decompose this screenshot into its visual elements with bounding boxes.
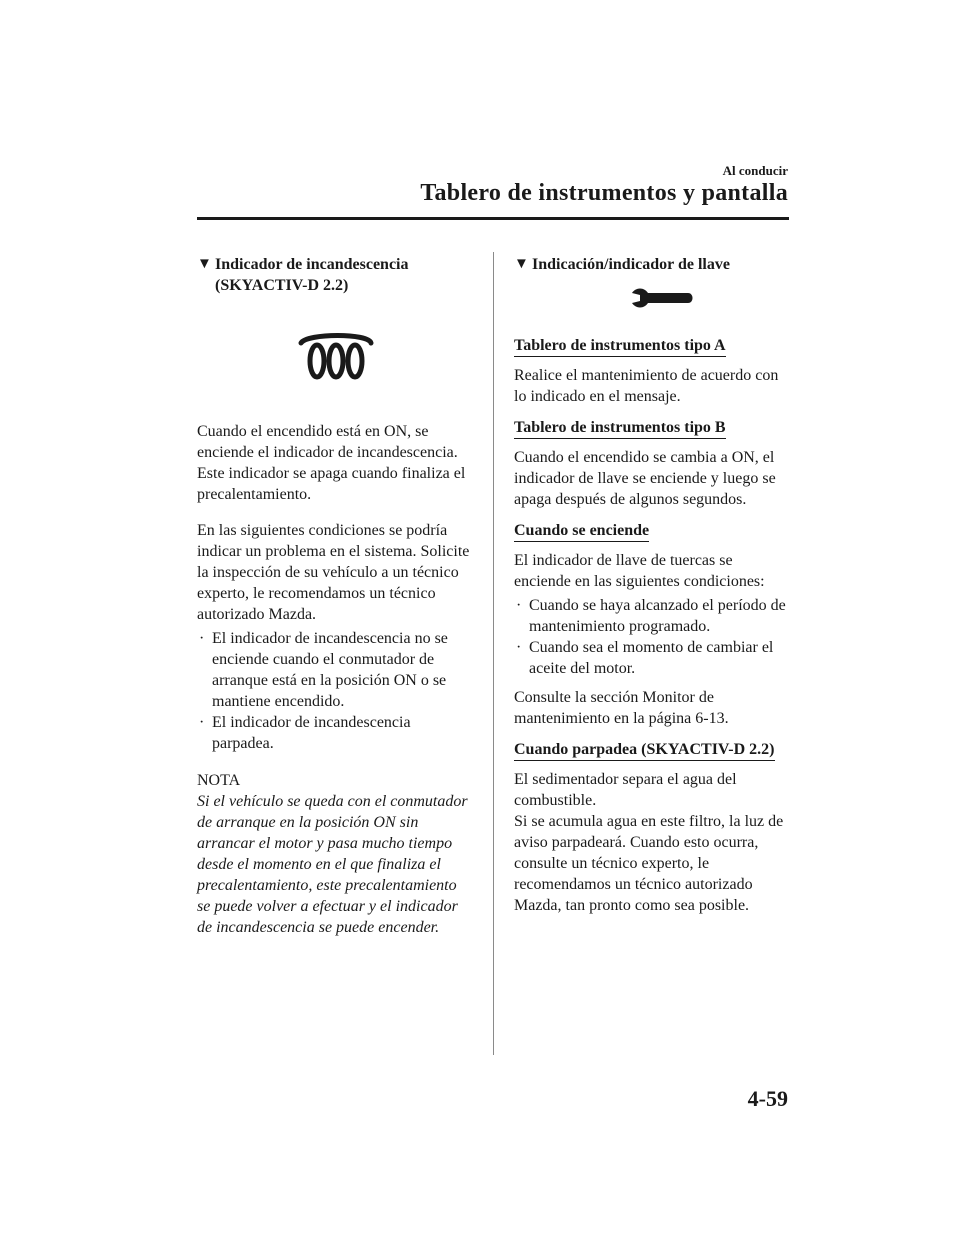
heading-line: (SKYACTIV-D 2.2) [215, 277, 349, 294]
paragraph: Cuando el encendido se cambia a ON, el indicador de llave se enciende y luego se apaga después de algunos segundos. [514, 449, 776, 508]
paragraph: Realice el mantenimiento de acuerdo con lo indicado en el mensaje. [514, 367, 779, 405]
page-number: 4-59 [747, 1086, 788, 1111]
chapter-label: Al conducir [722, 163, 788, 178]
bullet-icon: · [516, 597, 522, 614]
subheading: Cuando se enciende [514, 521, 649, 542]
list-item: · El indicador de incandescencia parpadea. [199, 714, 411, 752]
paragraph: El sedimentador separa el agua del combustible. [514, 771, 737, 809]
bullet-icon: · [199, 630, 205, 647]
paragraph: Consulte la sección Monitor de mantenimiento en la página 6-13. [514, 689, 729, 727]
bullet-icon: · [199, 714, 205, 731]
right-column [514, 254, 789, 916]
column-divider [493, 252, 494, 1055]
heading-line: Indicador de incandescencia [215, 256, 409, 273]
note-text: Si el vehículo se queda con el conmutador de arranque en la posición ON sin arrancar el motor y pasa mucho tiempo desde el momento en el que finaliza el precalentamiento, este precalentamiento se puede volver a efectuar y el indicador de incandescencia se puede encender. [197, 793, 468, 936]
subheading: Tablero de instrumentos tipo B [514, 418, 726, 439]
triangle-down-icon: ▼ [197, 256, 212, 272]
bullet-icon: · [516, 639, 522, 656]
wrench-icon [514, 285, 789, 321]
triangle-down-icon: ▼ [514, 256, 529, 272]
list-item: · El indicador de incandescencia no se enciende cuando el conmutador de arranque está en la posición ON o se mantiene encendido. [199, 630, 448, 710]
section-heading-glow-indicator [197, 254, 472, 296]
glow-plug-coil-icon [197, 329, 472, 413]
list-item: · Cuando se haya alcanzado el período de mantenimiento programado. [516, 597, 786, 635]
subheading: Tablero de instrumentos tipo A [514, 336, 726, 357]
bullet-list [197, 628, 472, 754]
paragraph: Si se acumula agua en este filtro, la luz de aviso parpadeará. Cuando esto ocurra, consulte un técnico experto, le recomendamos un técnico autorizado Mazda, tan pronto como sea posible. [514, 813, 784, 914]
section-heading-wrench-indicator [514, 254, 789, 275]
paragraph: En las siguientes condiciones se podría indicar un problema en el sistema. Solicite la inspección de su vehículo a un técnico experto, le recomendamos un técnico autorizado Mazda. [197, 522, 470, 623]
note-label: NOTA [197, 772, 241, 789]
bullet-list [514, 595, 789, 679]
page-title: Tablero de instrumentos y pantalla [420, 180, 788, 206]
header-rule [197, 217, 789, 220]
heading-line: Indicación/indicador de llave [532, 256, 730, 273]
paragraph: Cuando el encendido está en ON, se enciende el indicador de incandescencia. Este indicador se apaga cuando finaliza el precalentamiento. [197, 423, 466, 503]
left-column [197, 254, 472, 938]
subheading: Cuando parpadea (SKYACTIV-D 2.2) [514, 740, 775, 761]
paragraph: El indicador de llave de tuercas se enciende en las siguientes condiciones: [514, 552, 765, 590]
list-item: · Cuando sea el momento de cambiar el aceite del motor. [516, 639, 774, 677]
